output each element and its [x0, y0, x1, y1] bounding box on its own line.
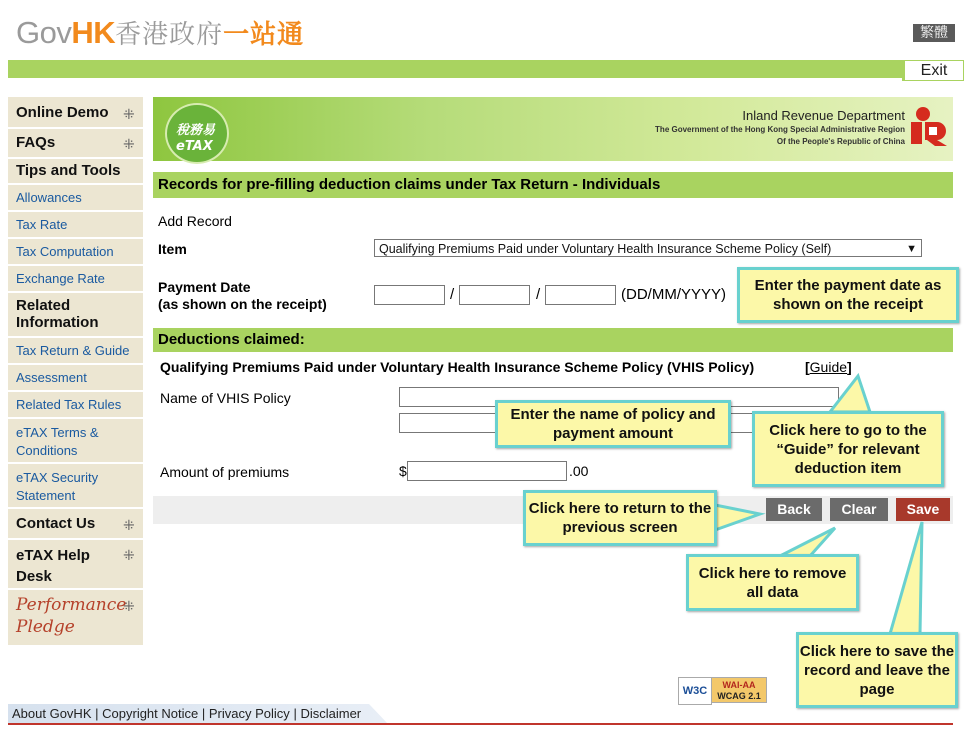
vhis-title: Qualifying Premiums Paid under Voluntary Health Insurance Scheme Policy (VHIS Policy) [160, 359, 755, 375]
label-line: eTAX Security [16, 470, 99, 485]
callout-payment-date: Enter the payment date as shown on the receipt [737, 267, 959, 323]
callout-back: Click here to return to the previous screen [523, 490, 717, 546]
chevron-down-icon: ▼ [906, 243, 917, 255]
label-line: Statement [16, 488, 76, 503]
label-line: Related [16, 297, 71, 314]
sidebar-item-tax-computation[interactable]: Tax Computation [16, 244, 114, 259]
logo-cn-text: 香港政府 [115, 20, 224, 50]
language-button[interactable]: 繁體 [913, 24, 955, 42]
sidebar-item-etax-security[interactable] [8, 469, 143, 505]
callout-clear: Click here to remove all data [686, 554, 859, 611]
sidebar-item-tax-return-guide[interactable]: Tax Return & Guide [16, 343, 130, 358]
sidebar-item-tips-tools[interactable]: Tips and Tools [16, 162, 121, 179]
footer-disclaimer-link[interactable]: Disclaimer [300, 706, 362, 721]
date-month-input[interactable] [459, 285, 530, 305]
label-line: Conditions [16, 443, 78, 458]
sidebar-item-assessment[interactable]: Assessment [16, 370, 87, 385]
sidebar-item-contact-us[interactable]: Contact Us [16, 515, 96, 532]
sidebar-item-related-tax-rules[interactable]: Related Tax Rules [16, 397, 122, 412]
clear-button[interactable]: Clear [830, 498, 888, 521]
ird-logo-icon [909, 106, 949, 146]
payment-date-label [158, 279, 327, 313]
expand-icon[interactable]: ⁜ [123, 547, 135, 563]
save-button[interactable]: Save [896, 498, 950, 521]
ird-name: Inland Revenue Department [742, 108, 905, 123]
payment-date-sub: (as shown on the receipt) [158, 296, 327, 312]
bracket: [ [805, 359, 810, 375]
wcag-label: WCAG 2.1 [717, 691, 761, 701]
expand-icon[interactable]: ⁜ [123, 136, 135, 152]
footer-about-link[interactable]: About GovHK [12, 706, 92, 721]
w3c-logo[interactable]: W3C [678, 677, 712, 705]
etax-cn: 稅務易 [176, 123, 216, 138]
sidebar-item-online-demo[interactable]: Online Demo [16, 104, 109, 121]
section-title: Records for pre-filling deduction claims under Tax Return - Individuals [153, 172, 953, 198]
guide-link[interactable]: Guide [809, 359, 848, 375]
separator: | [201, 706, 206, 721]
etax-logo-text [176, 123, 215, 155]
bracket: ] [847, 359, 852, 375]
date-separator: / [536, 286, 541, 303]
logo-hk-text: HK [71, 15, 116, 50]
wcag-badge[interactable] [711, 677, 767, 703]
amount-input[interactable] [407, 461, 567, 481]
callout-policy-name: Enter the name of policy and payment amount [495, 400, 731, 448]
cents-suffix: .00 [569, 463, 589, 479]
etax-en: eTAX [176, 139, 213, 154]
label-line: Pledge [16, 617, 75, 637]
label-line: Desk [16, 568, 52, 585]
expand-icon[interactable]: ⁜ [123, 598, 135, 614]
callout-save: Click here to save the record and leave the page [796, 632, 958, 708]
sidebar-item-exchange-rate[interactable]: Exchange Rate [16, 271, 105, 286]
logo-cn2-text: 一站通 [223, 20, 305, 50]
sidebar-item-tax-rate[interactable]: Tax Rate [16, 217, 68, 232]
date-separator: / [450, 286, 455, 303]
top-bar [8, 60, 962, 78]
payment-date-text: Payment Date [158, 279, 251, 295]
currency-symbol: $ [399, 463, 407, 479]
amount-label: Amount of premiums [160, 464, 290, 480]
callout-guide: Click here to go to the “Guide” for relevant deduction item [752, 411, 944, 487]
label-line: eTAX Help [16, 547, 90, 564]
wai-label: WAI-AA [722, 680, 756, 690]
label-line: Performance [16, 595, 127, 615]
exit-button[interactable]: Exit [902, 60, 964, 81]
sidebar-item-allowances[interactable]: Allowances [16, 190, 82, 205]
ird-subtitle [620, 124, 905, 148]
footer-copyright-link[interactable]: Copyright Notice [102, 706, 199, 721]
logo-gov-text: Gov [16, 15, 72, 50]
separator: | [95, 706, 99, 721]
sidebar-item-related-information[interactable] [8, 297, 143, 331]
expand-icon[interactable]: ⁜ [123, 517, 135, 533]
footer-privacy-link[interactable]: Privacy Policy [208, 706, 290, 721]
date-format-hint: (DD/MM/YYYY) [621, 286, 726, 303]
sidebar-item-etax-terms[interactable] [8, 424, 143, 460]
footer-divider [8, 723, 953, 725]
vhis-name-label: Name of VHIS Policy [160, 390, 291, 406]
item-label: Item [158, 241, 187, 257]
separator: | [293, 706, 297, 721]
ird-sub1: The Government of the Hong Kong Special Administrative Region [655, 125, 905, 134]
add-record-label: Add Record [158, 213, 232, 229]
date-year-input[interactable] [545, 285, 616, 305]
ird-sub2: Of the People's Republic of China [776, 137, 905, 146]
footer-links [12, 706, 361, 721]
sidebar-item-faqs[interactable]: FAQs [16, 134, 56, 151]
govhk-logo[interactable] [16, 14, 304, 51]
deductions-title: Deductions claimed: [153, 328, 953, 352]
guide-link-wrap [805, 359, 852, 375]
expand-icon[interactable]: ⁜ [123, 106, 135, 122]
item-select[interactable] [374, 239, 922, 257]
date-day-input[interactable] [374, 285, 445, 305]
back-button[interactable]: Back [766, 498, 822, 521]
label-line: Information [16, 314, 99, 331]
item-selected-value: Qualifying Premiums Paid under Voluntary Health Insurance Scheme Policy (Self) [379, 242, 832, 256]
label-line: eTAX Terms & [16, 425, 99, 440]
